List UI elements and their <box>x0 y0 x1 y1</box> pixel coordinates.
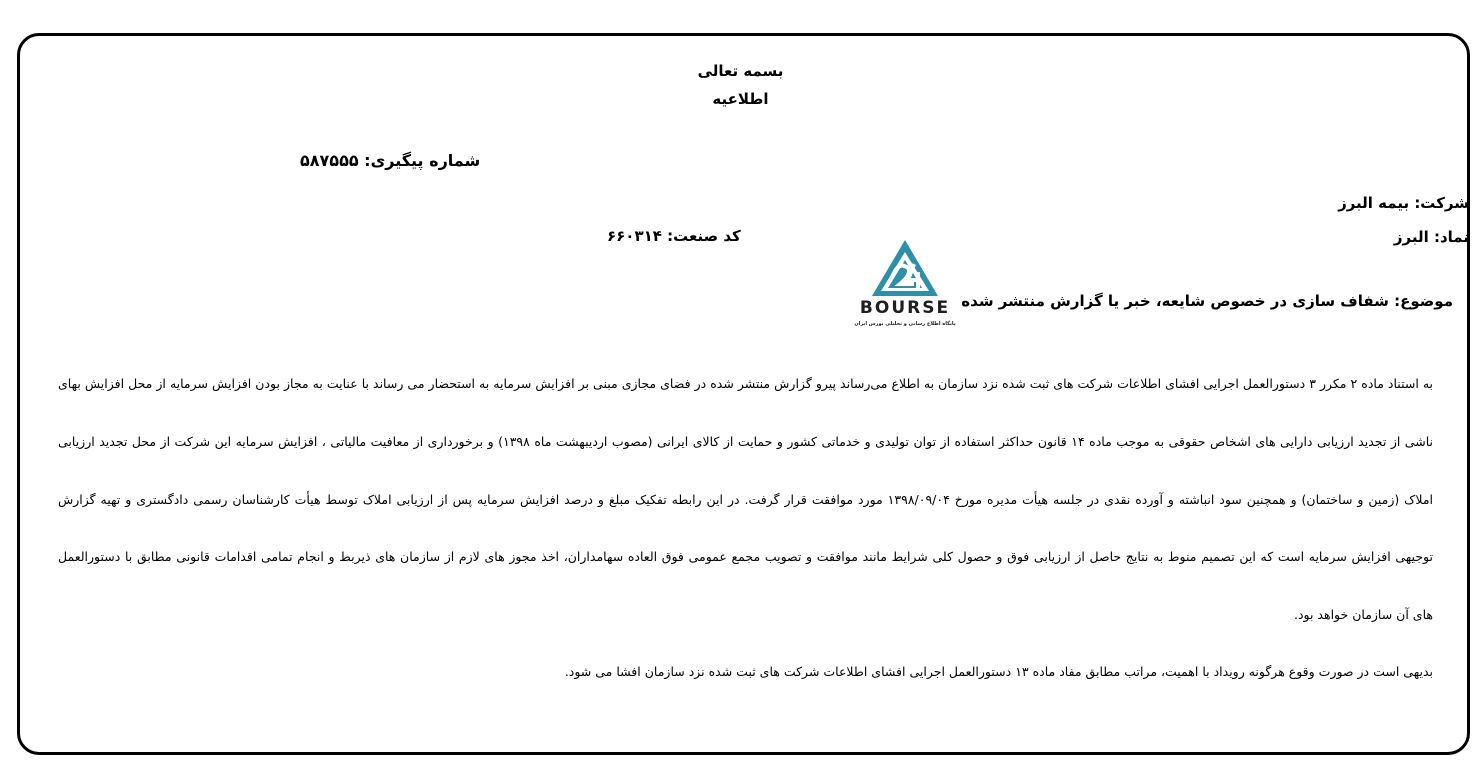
subject-value: شفاف سازی در خصوص شایعه، خبر یا گزارش منتشر شده <box>961 292 1389 310</box>
tracking-label: شماره پیگیری: <box>364 151 481 170</box>
body-line: های آن سازمان خواهد بود. <box>1293 607 1433 622</box>
body-line: ناشی از تجدید ارزیابی دارایی های اشخاص حقوقی به موجب ماده ۱۴ قانون حداکثر استفاده از توان تولیدی و خدماتی کشور و حمایت از کالای ایرانی (مصوب اردیبهشت ماه ۱۳۹۸) و برخورداری از معافیت مالیاتی ، افزایش سرمایه این شرکت از محل تجدید ارزیابی <box>58 434 1433 449</box>
announcement-frame <box>17 33 1470 755</box>
body-line: به استناد ماده ۲ مکرر ۳ دستورالعمل اجرایی افشای اطلاعات شرکت های ثبت شده نزد سازمان به اطلاع می‌رساند پیرو گزارش منتشر شده در فضای مجازی مبنی بر افزایش سرمایه به استحضار می رساند با عنایت به مجاز بودن افزایش سرمایه از محل افزایش بهای <box>58 376 1433 391</box>
bourse-logo <box>848 238 962 330</box>
logo-wordmark: BOURSE <box>859 298 951 318</box>
tracking-number <box>300 151 480 170</box>
industry-label: کد صنعت: <box>667 227 741 245</box>
closing-paragraph: بدیهی است در صورت وقوع هرگونه رویداد با اهمیت، مراتب مطابق مفاد ماده ۱۳ دستورالعمل اجرایی افشای اطلاعات شرکت های ثبت شده نزد سازمان افشا می شود. <box>564 664 1433 679</box>
bismillah-heading: بسمه تعالی <box>697 62 784 80</box>
company-label: شرکت: <box>1414 194 1469 212</box>
tracking-value: ۵۸۷۵۵۵ <box>300 151 359 170</box>
industry-value: ۶۶۰۳۱۴ <box>607 227 662 245</box>
logo-caption: پایگاه اطلاع رسانی و تحلیلی بورس ایران <box>854 321 956 327</box>
symbol-line <box>1394 228 1469 246</box>
symbol-value: البرز <box>1393 228 1429 246</box>
notice-heading: اطلاعیه <box>712 90 769 108</box>
subject-label: موضوع: <box>1394 292 1453 310</box>
body-line: توجیهی افزایش سرمایه است که این تصمیم منوط به نتایج حاصل از ارزیابی فوق و حصول کلی شرایط مانند موافقت و تصویب مجمع عمومی فوق العاده سهامداران، اخذ مجوز های لازم از سازمان های ذیربط و انجام تمامی اقدامات قانونی مطابق با دستورالعمل <box>58 549 1433 564</box>
symbol-label: نماد: <box>1433 228 1469 246</box>
subject-line <box>961 292 1453 310</box>
body-line: املاک (زمین و ساختمان) و همچنین سود انباشته و آورده نقدی در جلسه هیأت مدیره مورخ ۱۳۹۸/۰۹/۰۴ مورد موافقت قرار گرفت. در این رابطه تفکیک مبلغ و درصد افزایش سرمایه پس از ارزیابی املاک توسط هیأت کارشناسان رسمی دادگستری و تهیه گزارش <box>58 492 1434 507</box>
company-value: بیمه البرز <box>1338 194 1410 212</box>
industry-code-line <box>607 227 741 245</box>
company-line <box>1338 194 1469 212</box>
bourse-logo-icon <box>848 238 962 330</box>
